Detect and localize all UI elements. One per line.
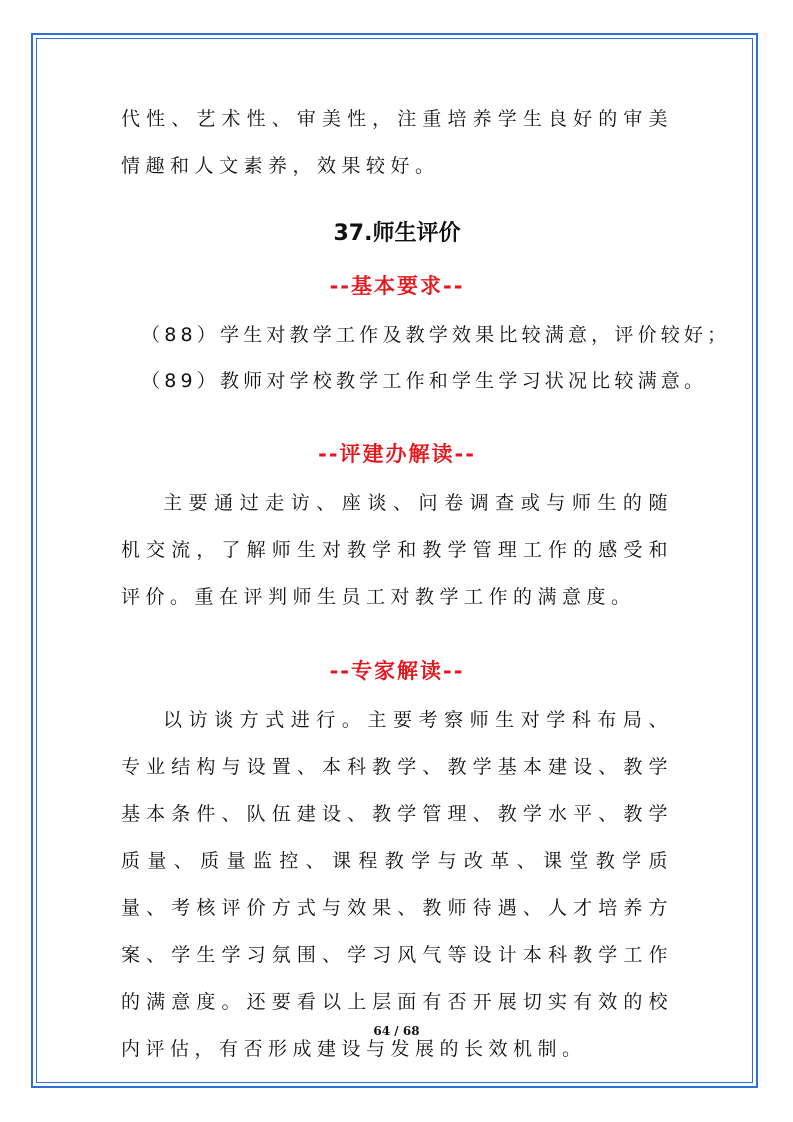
requirement-item: （88）学生对教学工作及教学效果比较满意，评价较好； [141, 324, 731, 346]
requirement-item: （89）教师对学校教学工作和学生学习状况比较满意。 [141, 370, 708, 392]
page-number: 64 / 68 [373, 1024, 420, 1038]
requirements-list [99, 312, 731, 404]
evaluation-office-text: 主要通过走访、座谈、问卷调查或与师生的随机交流，了解师生对教学和教学管理工作的感受和评价。重在评判师生员工对教学工作的满意度。 [121, 492, 673, 608]
evaluation-office-heading: --评建办解读-- [318, 442, 476, 466]
document-body [121, 96, 731, 1073]
intro-paragraph: 代性、艺术性、审美性，注重培养学生良好的审美情趣和人文素养，效果较好。 [121, 108, 673, 177]
expert-heading: --专家解读-- [329, 659, 465, 683]
section-title: 37.师生评价 [333, 221, 461, 246]
expert-text: 以访谈方式进行。主要考察师生对学科布局、专业结构与设置、本科教学、教学基本建设、教学基本条件、队伍建设、教学管理、教学水平、教学质量、质量监控、课程教学与改革、课堂教学质量、考核评价方式与效果、教师待遇、人才培养方案、学生学习氛围、学习风气等设计本科教学工作的满意度。还要看以上层面有否开展切实有效的校内评估，有否形成建设与发展的长效机制。 [121, 709, 673, 1060]
basic-requirements-heading: --基本要求-- [329, 274, 465, 298]
